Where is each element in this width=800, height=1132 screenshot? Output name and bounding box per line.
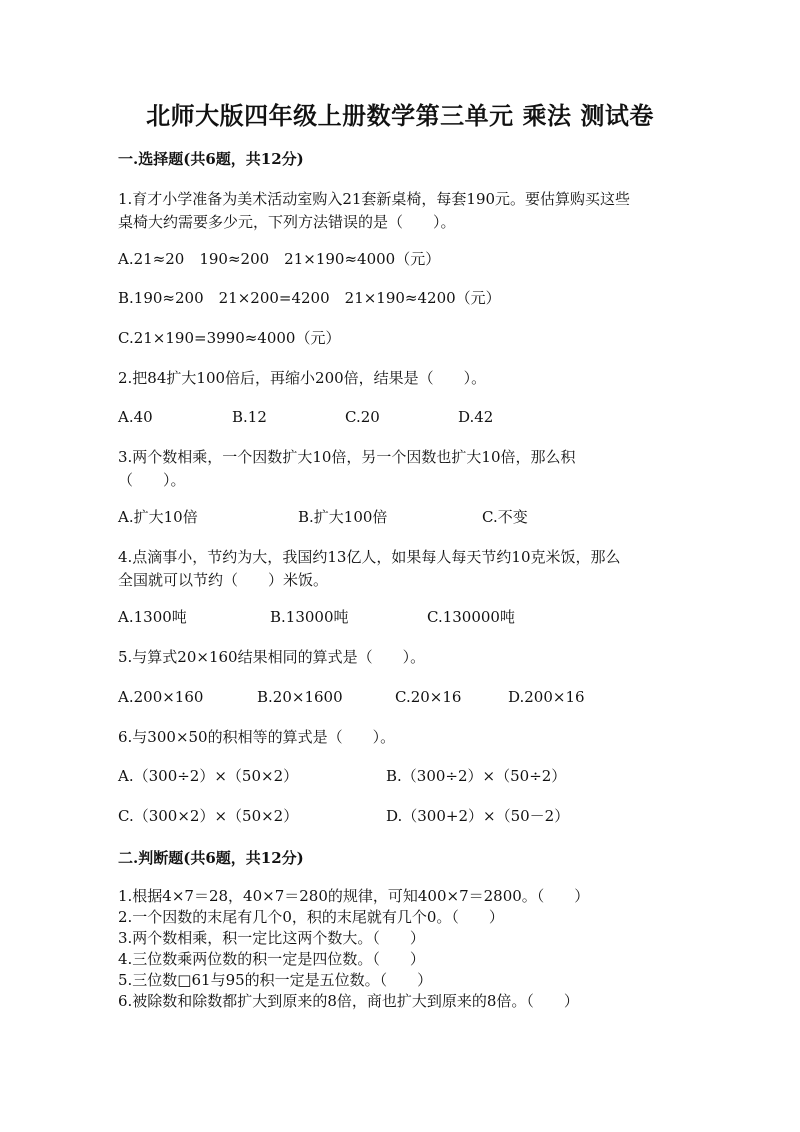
- question-6-option-a: A.（300÷2）×（50×2）: [118, 767, 299, 785]
- question-1-option-a: A.21≈20 190≈200 21×190≈4000（元）: [118, 250, 441, 268]
- question-6-option-d: D.（300+2）×（50－2）: [386, 807, 570, 825]
- question-6-option-b: B.（300÷2）×（50÷2）: [386, 767, 567, 785]
- question-1-line-1: 1.育才小学准备为美术活动室购入21套新桌椅，每套190元。要估算购买这些: [118, 190, 631, 208]
- question-2-option-c: C.20: [345, 408, 380, 426]
- judgment-item-2: 2.一个因数的末尾有几个0，积的末尾就有几个0。（ ）: [118, 908, 504, 926]
- question-4-line-1: 4.点滴事小，节约为大，我国约13亿人，如果每人每天节约10克米饭，那么: [118, 548, 621, 566]
- question-5-option-c: C.20×16: [395, 688, 462, 706]
- question-2-option-a: A.40: [118, 408, 153, 426]
- question-5-option-b: B.20×1600: [257, 688, 343, 706]
- page-title: 北师大版四年级上册数学第三单元 乘法 测试卷: [146, 101, 654, 130]
- question-3-option-a: A.扩大10倍: [118, 508, 198, 526]
- question-5-option-a: A.200×160: [118, 688, 204, 706]
- question-6-line-1: 6.与300×50的积相等的算式是（ ）。: [118, 728, 396, 746]
- question-3-option-b: B.扩大100倍: [298, 508, 388, 526]
- section-heading-choice: 一.选择题(共6题，共12分): [118, 150, 304, 168]
- question-4-option-c: C.130000吨: [427, 608, 515, 626]
- judgment-item-6: 6.被除数和除数都扩大到原来的8倍，商也扩大到原来的8倍。（ ）: [118, 992, 579, 1010]
- judgment-item-5: 5.三位数□61与95的积一定是五位数。（ ）: [118, 971, 433, 989]
- question-1-option-c: C.21×190=3990≈4000（元）: [118, 329, 341, 347]
- judgment-item-1: 1.根据4×7＝28，40×7＝280的规律，可知400×7＝2800。（ ）: [118, 887, 590, 905]
- section-heading-judgment: 二.判断题(共6题，共12分): [118, 849, 304, 867]
- question-6-option-c: C.（300×2）×（50×2）: [118, 807, 299, 825]
- question-2-option-d: D.42: [458, 408, 494, 426]
- judgment-item-3: 3.两个数相乘，积一定比这两个数大。（ ）: [118, 929, 425, 947]
- question-5-option-d: D.200×16: [508, 688, 585, 706]
- question-3-line-1: 3.两个数相乘，一个因数扩大10倍，另一个因数也扩大10倍，那么积: [118, 448, 576, 466]
- question-3-line-2: （ ）。: [118, 471, 186, 489]
- question-2-option-b: B.12: [232, 408, 267, 426]
- question-1-line-2: 桌椅大约需要多少元，下列方法错误的是（ ）。: [118, 213, 456, 231]
- judgment-item-4: 4.三位数乘两位数的积一定是四位数。（ ）: [118, 950, 425, 968]
- question-5-line-1: 5.与算式20×160结果相同的算式是（ ）。: [118, 648, 426, 666]
- question-1-option-b: B.190≈200 21×200=4200 21×190≈4200（元）: [118, 289, 501, 307]
- question-4-option-b: B.13000吨: [270, 608, 349, 626]
- question-4-option-a: A.1300吨: [118, 608, 187, 626]
- question-2-line-1: 2.把84扩大100倍后，再缩小200倍，结果是（ ）。: [118, 369, 487, 387]
- question-3-option-c: C.不变: [482, 508, 528, 526]
- question-4-line-2: 全国就可以节约（ ）米饭。: [118, 571, 329, 589]
